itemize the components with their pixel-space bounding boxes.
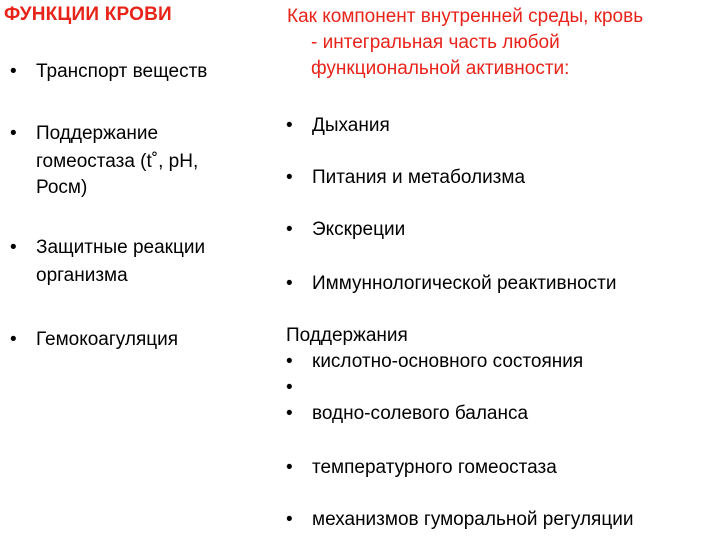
bullet-icon: • <box>286 509 293 530</box>
support-label: Поддержания <box>286 325 408 346</box>
support-item-text: водно-солевого баланса <box>312 403 529 424</box>
right-item-text: Экскреции <box>312 219 406 240</box>
bullet-icon: • <box>286 115 293 136</box>
bullet-icon: • <box>10 123 17 144</box>
left-item-text: Поддержание <box>36 123 159 144</box>
slide-title: ФУНКЦИИ КРОВИ <box>4 4 172 25</box>
right-item-text: Дыхания <box>312 115 390 136</box>
support-item-text: температурного гомеостаза <box>312 457 557 478</box>
right-item-text: Питания и метаболизма <box>312 167 526 188</box>
bullet-icon: • <box>286 219 293 240</box>
bullet-icon: • <box>10 237 17 258</box>
left-item-text: Защитные реакции <box>36 237 206 258</box>
left-item-text-cont: Росм) <box>36 177 88 198</box>
bullet-icon: • <box>10 61 17 82</box>
right-heading-line: - интегральная часть любой <box>311 32 560 53</box>
bullet-icon: • <box>286 403 293 424</box>
left-item-text-cont: гомеостаза (t˚, pH, <box>36 151 199 172</box>
left-item-text-cont: организма <box>36 265 128 286</box>
support-item-text: механизмов гуморальной регуляции <box>312 509 634 530</box>
right-heading-line: функциональной активности: <box>311 58 570 79</box>
bullet-icon: • <box>10 329 17 350</box>
support-item-text: кислотно-основного состояния <box>312 351 584 372</box>
bullet-icon: • <box>286 273 293 294</box>
right-heading-line: Как компонент внутренней среды, кровь <box>287 6 644 27</box>
right-item-text: Иммуннологической реактивности <box>312 273 617 294</box>
bullet-icon: • <box>286 457 293 478</box>
bullet-icon: • <box>286 167 293 188</box>
bullet-icon: • <box>286 377 293 398</box>
bullet-icon: • <box>286 351 293 372</box>
left-item-text: Гемокоагуляция <box>36 329 179 350</box>
left-item-text: Транспорт веществ <box>36 61 208 82</box>
right-heading <box>287 4 717 82</box>
